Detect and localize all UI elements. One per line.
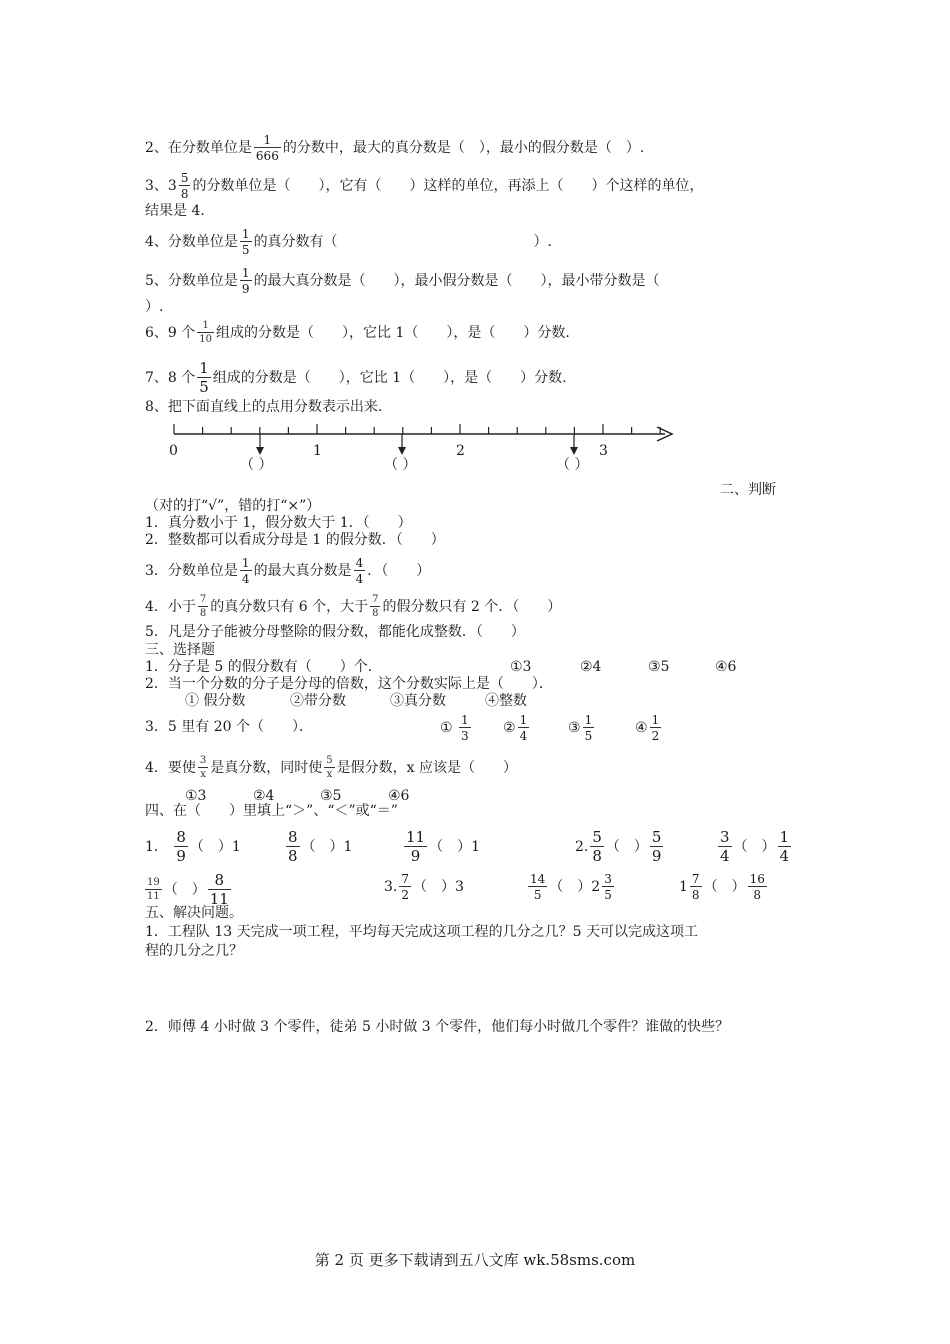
question-3-line2: 结果是 4. — [145, 203, 205, 219]
choice-2-opt-4[interactable]: ④整数 — [485, 693, 527, 709]
problem-1-line2: 程的几分之几？ — [145, 943, 243, 959]
compare-blank[interactable]: （ ） — [429, 839, 472, 855]
compare-2b: $\frac{3}{4}$ （ ） $\frac{1}{4}$ — [720, 828, 790, 865]
choice-1-opt-2[interactable]: ②4 — [580, 659, 602, 675]
choice-3-opt-4[interactable]: ④ $\frac{1}{2}$ — [635, 713, 660, 743]
compare-blank[interactable]: （ ） — [301, 839, 344, 855]
section-4-title: 四、在（ ）里填上“＞”、“＜”或“＝” — [145, 803, 398, 819]
choice-3-opt-3[interactable]: ③ $\frac{1}{5}$ — [568, 713, 593, 743]
choice-4-opt-4[interactable]: ④6 — [388, 788, 410, 804]
compare-blank[interactable]: （ ） — [605, 839, 648, 855]
question-5-line2: ）. — [145, 299, 164, 315]
compare-3a: 3. $\frac{7}{2}$ （ ）3 — [384, 872, 464, 902]
mixed-number: 3 $\frac{5}{8}$ — [167, 171, 189, 201]
compare-blank[interactable]: （ ） — [163, 882, 206, 898]
judge-item-2: 2．整数都可以看成分母是 1 的假分数．（ ） — [145, 532, 445, 548]
compare-blank[interactable]: （ ） — [549, 879, 592, 895]
number-line-ticks — [174, 424, 660, 434]
compare-3b: $\frac{14}{5}$ （ ）2 $\frac{3}{5}$ — [530, 872, 612, 902]
tick-label-0: 0 — [169, 443, 178, 459]
judge-item-3: 3．分数单位是 $\frac{1}{4}$ 的最大真分数是 $\frac{4}{4}$ ．（ ） — [145, 556, 431, 586]
choice-2-opt-1[interactable]: ① 假分数 — [185, 693, 246, 709]
section-2-title: 二、判断 — [720, 482, 776, 498]
page-footer: 第 2 页 更多下载请到五八文库 wk.58sms.com — [314, 1251, 636, 1269]
compare-2c: $\frac{19}{11}$ （ ） $\frac{8}{11}$ — [147, 871, 229, 908]
section-5-title: 五、解决问题。 — [145, 905, 243, 921]
tick-label-3: 3 — [599, 443, 608, 459]
choice-4: 4．要使 $\frac{3}{x}$ 是真分数，同时使 $\frac{5}{x}$ 是假分数，x 应该是（ ） — [145, 755, 518, 780]
point-marker-3 — [570, 434, 578, 455]
question-8: 8、把下面直线上的点用分数表示出来. — [145, 399, 383, 415]
question-3: 3、3 $\frac{5}{8}$ 的分数单位是（ ），它有（ ）这样的单位，再添上（ ）个这样的单位， — [145, 171, 704, 201]
section-3-title: 三、选择题 — [145, 642, 215, 658]
choice-4-opt-3[interactable]: ③5 — [320, 788, 342, 804]
compare-3c: 1 $\frac{7}{8}$ （ ） $\frac{16}{8}$ — [679, 872, 765, 902]
choice-2: 2．当一个分数的分子是分母的倍数，这个分数实际上是（ ）． — [145, 676, 553, 692]
judge-item-1: 1．真分数小于 1，假分数大于 1．（ ） — [145, 515, 412, 531]
choice-1-opt-3[interactable]: ③5 — [648, 659, 670, 675]
compare-1c: $\frac{11}{9}$ （ ）1 — [406, 828, 481, 865]
choice-1-opt-1[interactable]: ①3 — [510, 659, 532, 675]
choice-2-opt-2[interactable]: ②带分数 — [290, 693, 346, 709]
question-7: 7、8 个 $\frac{1}{5}$ 组成的分数是（ ），它比 1（ ），是（ ）分数. — [145, 359, 567, 396]
choice-4-opt-2[interactable]: ②4 — [253, 788, 275, 804]
section-2-note: （对的打“√”，错的打“×”） — [145, 498, 321, 514]
problem-2: 2．师傅 4 小时做 3 个零件，徒弟 5 小时做 3 个零件，他们每小时做几个零件？谁做的快些？ — [145, 1019, 730, 1035]
compare-blank[interactable]: （ ） — [733, 839, 776, 855]
choice-3: 3．5 里有 20 个（ ）． — [145, 719, 313, 735]
choice-3-opt-2[interactable]: ② $\frac{1}{4}$ — [503, 713, 528, 743]
judge-item-4: 4．小于 $\frac{7}{8}$ 的真分数只有 6 个，大于 $\frac{7}{8}$ 的假分数只有 2 个．（ ） — [145, 594, 562, 619]
question-2: 2、在分数单位是 $\frac{1}{666}$ 的分数中，最大的真分数是（ ），最小的假分数是（ ）. — [145, 133, 645, 163]
tick-label-1: 1 — [313, 443, 322, 459]
question-4: 4、分数单位是 $\frac{1}{5}$ 的真分数有（ ）. — [145, 227, 553, 257]
fraction: $\frac{1}{666}$ — [255, 133, 279, 163]
question-5: 5、分数单位是 $\frac{1}{9}$ 的最大真分数是（ ），最小假分数是（ ），最小带分数是（ — [145, 266, 660, 296]
compare-1b: $\frac{8}{8}$ （ ）1 — [288, 828, 353, 865]
question-6: 6、9 个 $\frac{1}{10}$ 组成的分数是（ ），它比 1（ ），是（ ）分数. — [145, 320, 570, 345]
tick-label-2: 2 — [456, 443, 465, 459]
point-marker-2 — [398, 434, 406, 455]
compare-blank[interactable]: （ ） — [413, 879, 455, 895]
problem-1-line1: 1．工程队 13 天完成一项工程，平均每天完成这项工程的几分之几？5 天可以完成这项工 — [145, 924, 698, 940]
number-line-blank-2[interactable]: （ ） — [384, 457, 417, 473]
choice-4-opt-1[interactable]: ①3 — [185, 788, 207, 804]
choice-2-opt-3[interactable]: ③真分数 — [390, 693, 446, 709]
compare-blank[interactable]: （ ） — [703, 879, 746, 895]
compare-2a: 2. $\frac{5}{8}$ （ ） $\frac{5}{9}$ — [575, 828, 662, 865]
compare-1a: 1． $\frac{8}{9}$ （ ）1 — [145, 828, 241, 865]
number-line-blank-3[interactable]: （ ） — [556, 457, 589, 473]
judge-item-5: 5．凡是分子能被分母整除的假分数，都能化成整数．（ ） — [145, 624, 525, 640]
number-line-blank-1[interactable]: （ ） — [240, 457, 273, 473]
compare-blank[interactable]: （ ） — [189, 839, 232, 855]
point-marker-1 — [256, 434, 264, 455]
choice-3-opt-1[interactable]: ① $\frac{1}{3}$ — [440, 713, 469, 743]
choice-1-opt-4[interactable]: ④6 — [715, 659, 737, 675]
choice-1: 1．分子是 5 的假分数有（ ）个． — [145, 659, 382, 675]
